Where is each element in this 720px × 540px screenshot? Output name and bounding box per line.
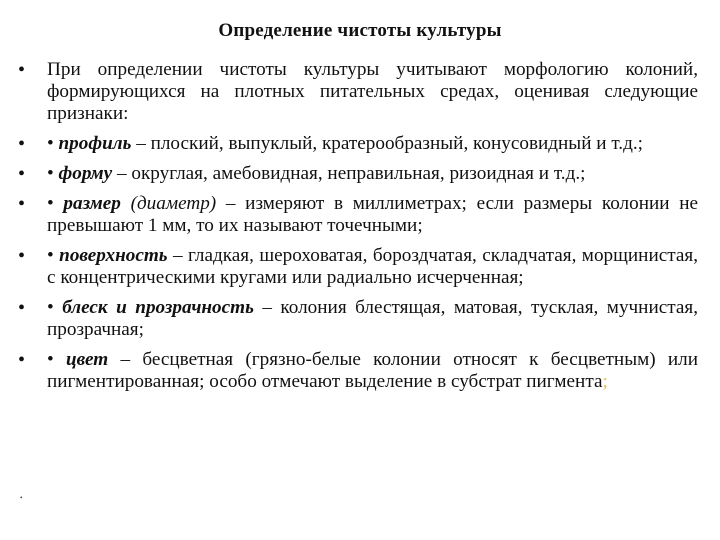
desc-color: – бесцветная (грязно-белые колонии относят к бесцветным) или пигментированная; особо отмечают выделение в субстрат пигмента	[47, 349, 699, 392]
desc-surface: – гладкая, шероховатая, бороздчатая, складчатая, морщинистая, с концентрическими кругами или радиально исчерченная;	[47, 245, 698, 288]
desc-gloss: – колония блестящая, матовая, тусклая, мучнистая, прозрачная;	[47, 297, 698, 340]
term-profile: профиль	[58, 133, 132, 154]
bullet-icon: •	[18, 193, 26, 215]
bullet-icon: •	[18, 349, 26, 371]
inline-bullet: •	[47, 193, 64, 214]
list-item-size	[18, 193, 698, 237]
list-item-profile	[18, 133, 698, 155]
accent-semicolon: ;	[602, 371, 608, 392]
inline-bullet: •	[47, 245, 60, 266]
term-surface: поверхность	[59, 245, 168, 266]
term-color: цвет	[66, 349, 109, 370]
list-item-shape	[18, 163, 698, 185]
list-item-gloss	[18, 297, 698, 341]
inline-bullet: •	[47, 349, 66, 370]
desc-size: – измеряют в миллиметрах; если размеры колонии не превышают 1 мм, то их называют точечными;	[47, 193, 699, 236]
inline-bullet: •	[47, 297, 63, 318]
list-item-surface	[18, 245, 698, 289]
note-size: (диаметр)	[120, 193, 217, 214]
term-shape: форму	[58, 163, 113, 184]
inline-bullet: •	[47, 163, 59, 184]
criteria-list	[18, 59, 698, 393]
desc-profile: – плоский, выпуклый, кратерообразный, конусовидный и т.д.;	[131, 133, 643, 154]
bullet-icon: •	[18, 245, 26, 267]
bullet-icon: •	[18, 59, 26, 81]
bullet-icon: •	[18, 133, 26, 155]
list-item-color	[18, 349, 698, 393]
term-size: размер	[63, 193, 121, 214]
bullet-icon: •	[18, 297, 26, 319]
intro-text: При определении чистоты культуры учитывают морфологию колоний, формирующихся на плотных питательных средах, оценивая следующие признаки:	[47, 59, 698, 124]
bullet-icon: •	[18, 163, 26, 185]
slide-title: Определение чистоты культуры	[218, 20, 502, 41]
desc-shape: – округлая, амебовидная, неправильная, ризоидная и т.д.;	[112, 163, 586, 184]
inline-bullet: •	[47, 133, 59, 154]
term-gloss: блеск и прозрачность	[62, 297, 254, 318]
trailing-bullet-icon: •	[20, 494, 23, 502]
list-item-intro	[18, 59, 698, 125]
